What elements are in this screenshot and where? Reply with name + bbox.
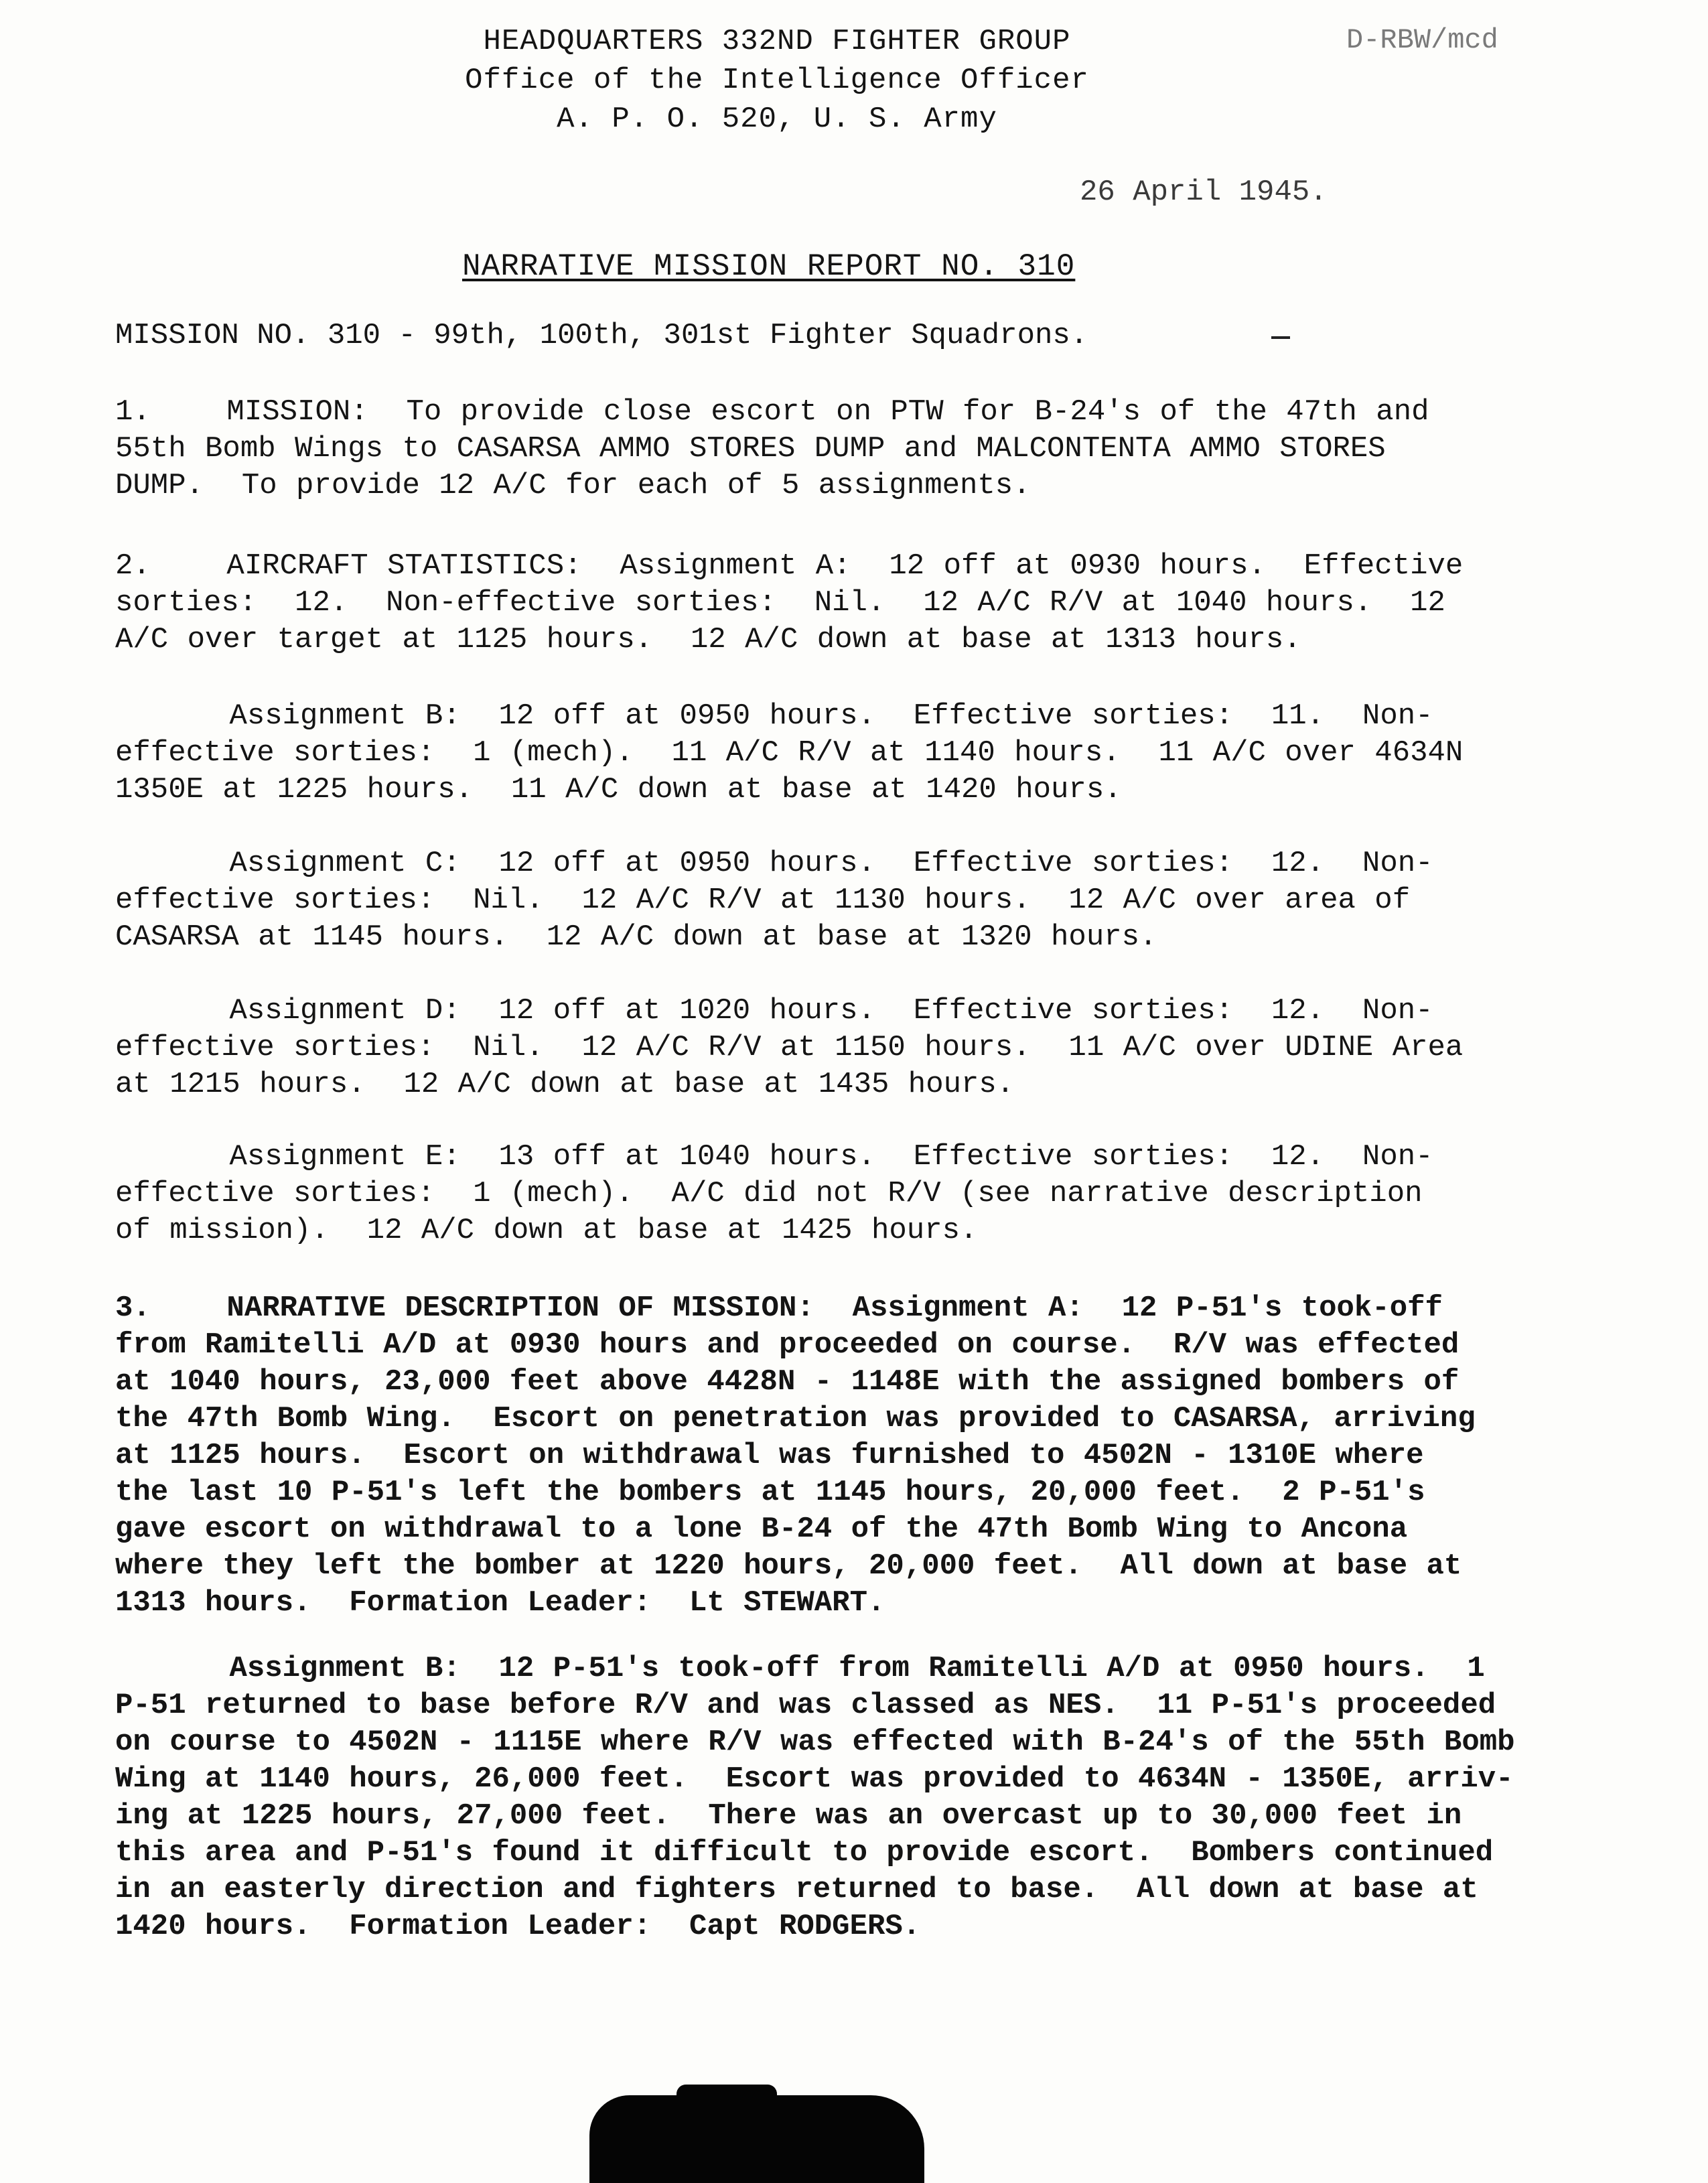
paragraph-aircraft-statistics-a: 2. AIRCRAFT STATISTICS: Assignment A: 12 off at 0930 hours. Effective sorties: 12. Non-effective sorties: Nil. 12 A/C R/V at 1040 hours. 12 A/C over target at 1125 hours. 12 A/C down at base at 1313 hours. [115, 549, 1464, 656]
header-unit: HEADQUARTERS 332ND FIGHTER GROUP [483, 25, 1071, 58]
paragraph-assignment-c: Assignment C: 12 off at 0950 hours. Effective sorties: 12. Non- effective sorties: Nil. 12 A/C R/V at 1130 hours. 12 A/C over area of CASARSA at 1145 hours. 12 A/C down at base at 1320 hours. [115, 847, 1433, 954]
margin-dash [1271, 336, 1290, 339]
header-address: A. P. O. 520, U. S. Army [557, 102, 997, 136]
reference-code: D-RBW/mcd [1346, 24, 1498, 56]
paragraph-assignment-b: Assignment B: 12 off at 0950 hours. Effective sorties: 11. Non- effective sorties: 1 (mech). 11 A/C R/V at 1140 hours. 11 A/C over 4634N 1350E at 1225 hours. 11 A/C down at base at 1420 hours. [115, 699, 1464, 806]
paragraph-assignment-e: Assignment E: 13 off at 1040 hours. Effective sorties: 12. Non- effective sorties: 1 (mech). A/C did not R/V (see narrative description of mission). 12 A/C down at base at 1425 hours. [115, 1140, 1433, 1247]
paragraph-assignment-d: Assignment D: 12 off at 1020 hours. Effective sorties: 12. Non- effective sorties: Nil. 12 A/C R/V at 1150 hours. 11 A/C over UDINE Area at 1215 hours. 12 A/C down at base at 1435 hours. [115, 994, 1464, 1101]
paragraph-mission: 1. MISSION: To provide close escort on PTW for B-24's of the 47th and 55th Bomb Wings to CASARSA AMMO STORES DUMP and MALCONTENTA AMMO STORES DUMP. To provide 12 A/C for each of 5 assignments. [115, 395, 1429, 502]
header-office: Office of the Intelligence Officer [465, 64, 1089, 97]
mission-line: MISSION NO. 310 - 99th, 100th, 301st Fighter Squadrons. [115, 319, 1088, 352]
report-title: NARRATIVE MISSION REPORT NO. 310 [462, 249, 1076, 284]
redaction-mark [589, 2095, 924, 2183]
report-date: 26 April 1945. [1080, 175, 1328, 209]
paragraph-narrative-a: 3. NARRATIVE DESCRIPTION OF MISSION: Assignment A: 12 P-51's took-off from Ramitelli A/D at 0930 hours and proceeded on course. R/V was effected at 1040 hours, 23,000 feet above 4428N - 1148E with the assigned bombers of the 47th Bomb Wing. Escort on penetration was provided to CASARSA, arriving at 1125 hours. Escort on withdrawal was furnished to 4502N - 1310E where the last 10 P-51's left the bombers at 1145 hours, 20,000 feet. 2 P-51's gave escort on withdrawal to a lone B-24 of the 47th Bomb Wing to Ancona where they left the bomber at 1220 hours, 20,000 feet. All down at base at 1313 hours. Formation Leader: Lt STEWART. [115, 1291, 1476, 1620]
paragraph-narrative-b: Assignment B: 12 P-51's took-off from Ramitelli A/D at 0950 hours. 1 P-51 returned to base before R/V and was classed as NES. 11 P-51's proceeded on course to 4502N - 1115E where R/V was effected with B-24's of the 55th Bomb Wing at 1140 hours, 26,000 feet. Escort was provided to 4634N - 1350E, arriv- ing at 1225 hours, 27,000 feet. There was an overcast up to 30,000 feet in this area and P-51's found it difficult to provide escort. Bombers continued in an easterly direction and fighters returned to base. All down at base at 1420 hours. Formation Leader: Capt RODGERS. [115, 1652, 1515, 1943]
